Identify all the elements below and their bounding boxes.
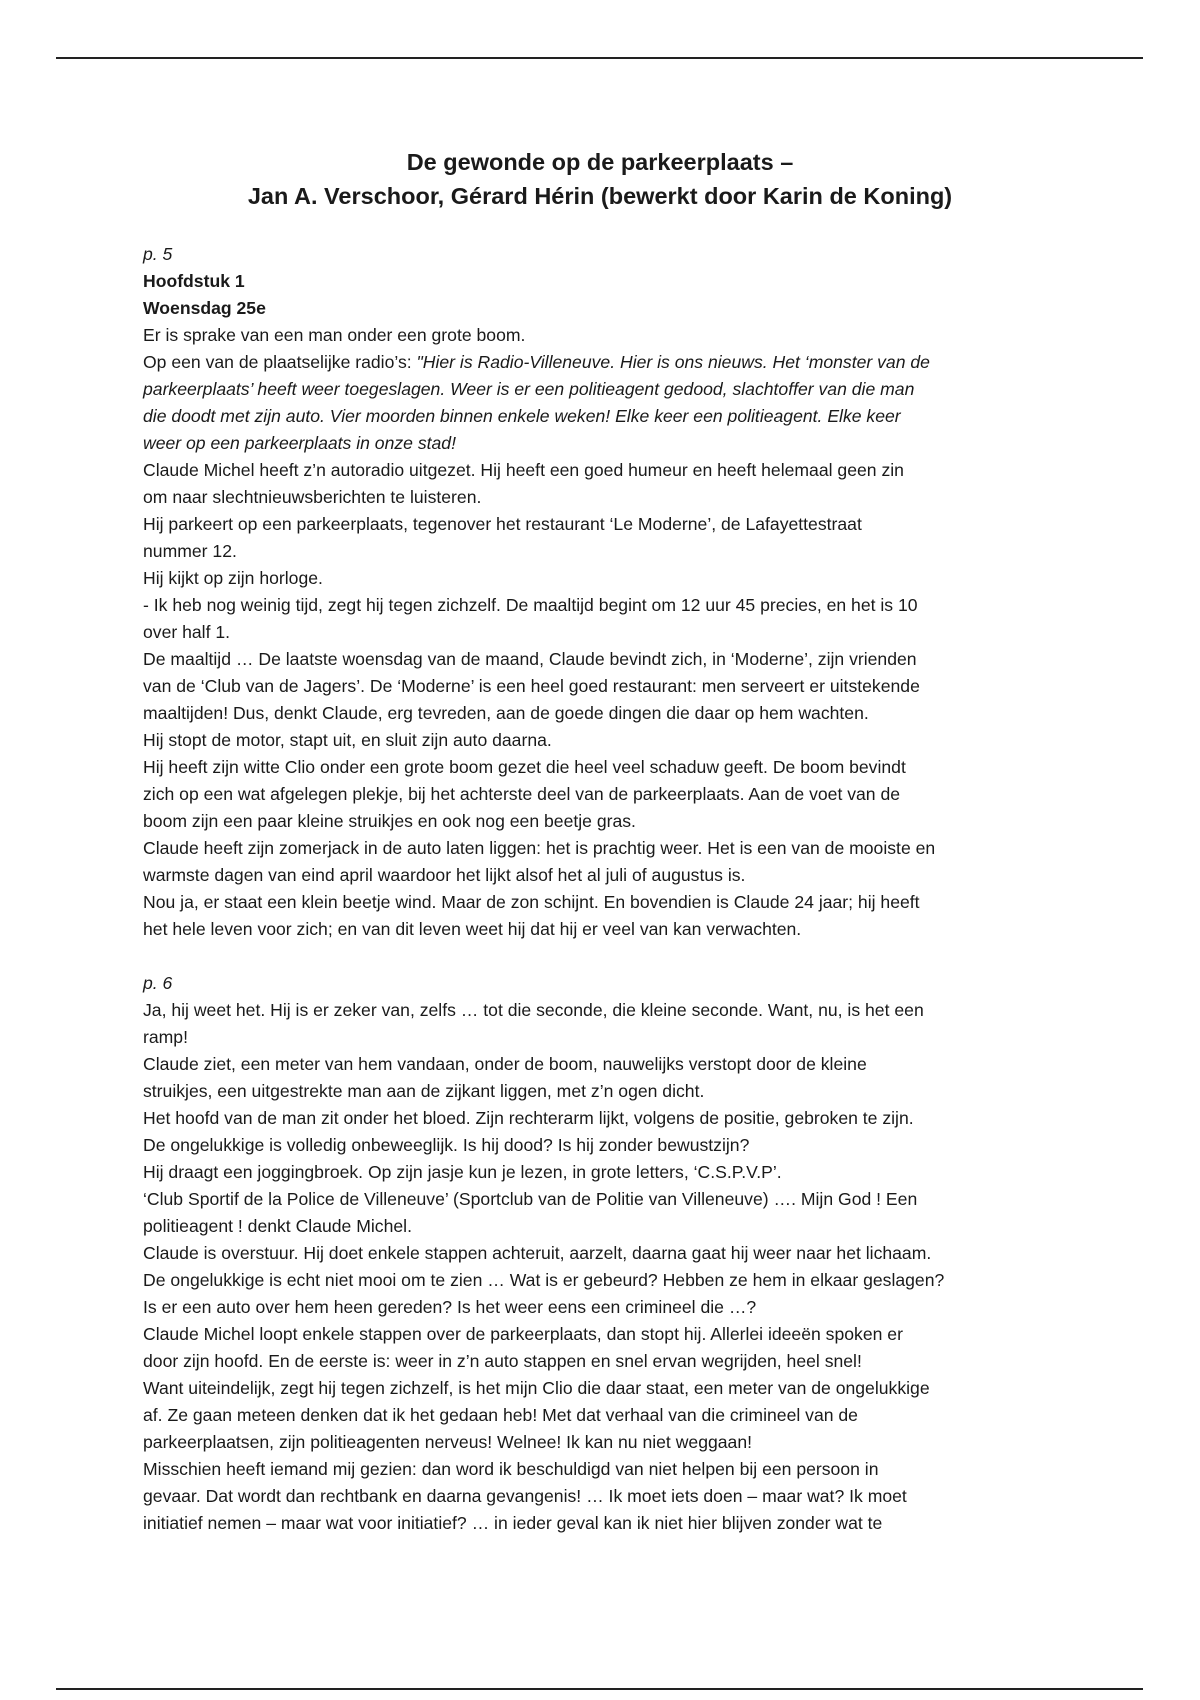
paragraph-line: Claude ziet, een meter van hem vandaan, onder de boom, nauwelijks verstopt door de kleine: [143, 1054, 867, 1074]
paragraph-line: Claude Michel heeft z’n autoradio uitgezet. Hij heeft een goed humeur en heeft helemaal geen zin: [143, 460, 904, 480]
paragraph-line: Er is sprake van een man onder een grote boom.: [143, 325, 526, 345]
paragraph-line: initiatief nemen – maar wat voor initiatief? … in ieder geval kan ik niet hier blijven zonder wat te: [143, 1513, 883, 1533]
day-heading: Woensdag 25e: [143, 298, 266, 318]
paragraph-line: om naar slechtnieuwsberichten te luisteren.: [143, 487, 482, 507]
page-label: p. 5: [143, 244, 173, 264]
document-title: [0, 145, 1200, 213]
paragraph-line: Hij kijkt op zijn horloge.: [143, 568, 323, 588]
section-spacer: [143, 943, 1063, 970]
paragraph-line: Claude is overstuur. Hij doet enkele stappen achteruit, aarzelt, daarna gaat hij weer naar het lichaam.: [143, 1243, 932, 1263]
paragraph-line: warmste dagen van eind april waardoor het lijkt alsof het al juli of augustus is.: [143, 865, 746, 885]
paragraph-line: parkeerplaatsen, zijn politieagenten nerveus! Welnee! Ik kan nu niet weggaan!: [143, 1432, 753, 1452]
paragraph-line: het hele leven voor zich; en van dit leven weet hij dat hij er veel van kan verwachten.: [143, 919, 802, 939]
radio-quote-line: weer op een parkeerplaats in onze stad!: [143, 433, 456, 453]
paragraph-line: Het hoofd van de man zit onder het bloed. Zijn rechterarm lijkt, volgens de positie, gebroken te zijn.: [143, 1108, 914, 1128]
paragraph-line: over half 1.: [143, 622, 231, 642]
paragraph-line: Nou ja, er staat een klein beetje wind. Maar de zon schijnt. En bovendien is Claude 24 jaar; hij heeft: [143, 892, 920, 912]
paragraph-line: [143, 349, 1063, 376]
paragraph-line: ramp!: [143, 1027, 188, 1047]
title-line-1: De gewonde op de parkeerplaats –: [406, 149, 794, 175]
radio-quote-line: die doodt met zijn auto. Vier moorden binnen enkele weken! Elke keer een politieagent. Elke keer: [143, 406, 901, 426]
paragraph-line: boom zijn een paar kleine struikjes en ook nog een beetje gras.: [143, 811, 636, 831]
paragraph-line: struikjes, een uitgestrekte man aan de zijkant liggen, met z’n ogen dicht.: [143, 1081, 705, 1101]
paragraph-line: - Ik heb nog weinig tijd, zegt hij tegen zichzelf. De maaltijd begint om 12 uur 45 precies, en het is 10: [143, 595, 918, 615]
paragraph-line: nummer 12.: [143, 541, 237, 561]
paragraph-line: Misschien heeft iemand mij gezien: dan word ik beschuldigd van niet helpen bij een persoon in: [143, 1459, 879, 1479]
paragraph-line: De ongelukkige is volledig onbeweeglijk. Is hij dood? Is hij zonder bewustzijn?: [143, 1135, 750, 1155]
paragraph-line: zich op een wat afgelegen plekje, bij het achterste deel van de parkeerplaats. Aan de voet van de: [143, 784, 901, 804]
paragraph-line: Hij heeft zijn witte Clio onder een grote boom gezet die heel veel schaduw geeft. De boom bevindt: [143, 757, 906, 777]
radio-quote: "Hier is Radio-Villeneuve. Hier is ons nieuws. Het ‘monster van de: [416, 352, 930, 372]
bottom-rule: [56, 1688, 1143, 1690]
paragraph-line: maaltijden! Dus, denkt Claude, erg tevreden, aan de goede dingen die daar op hem wachten.: [143, 703, 869, 723]
radio-quote-line: parkeerplaats’ heeft weer toegeslagen. Weer is er een politieagent gedood, slachtoffer van die man: [143, 379, 915, 399]
paragraph-line: Is er een auto over hem heen gereden? Is het weer eens een crimineel die …?: [143, 1297, 757, 1317]
paragraph-line: De maaltijd … De laatste woensdag van de maand, Claude bevindt zich, in ‘Moderne’, zijn vrienden: [143, 649, 917, 669]
paragraph-line: Hij draagt een joggingbroek. Op zijn jasje kun je lezen, in grote letters, ‘C.S.P.V.P’.: [143, 1162, 782, 1182]
title-line-2: Jan A. Verschoor, Gérard Hérin (bewerkt door Karin de Koning): [247, 183, 953, 209]
paragraph-line: politieagent ! denkt Claude Michel.: [143, 1216, 412, 1236]
paragraph-line: af. Ze gaan meteen denken dat ik het gedaan heb! Met dat verhaal van die crimineel van de: [143, 1405, 858, 1425]
paragraph-line: Hij stopt de motor, stapt uit, en sluit zijn auto daarna.: [143, 730, 552, 750]
paragraph-line: Claude heeft zijn zomerjack in de auto laten liggen: het is prachtig weer. Het is een van de mooiste en: [143, 838, 936, 858]
paragraph-line: De ongelukkige is echt niet mooi om te zien … Wat is er gebeurd? Hebben ze hem in elkaar geslagen?: [143, 1270, 945, 1290]
paragraph-line: door zijn hoofd. En de eerste is: weer in z’n auto stappen en snel ervan wegrijden, heel snel!: [143, 1351, 862, 1371]
top-rule: [56, 57, 1143, 59]
paragraph-line: Ja, hij weet het. Hij is er zeker van, zelfs … tot die seconde, die kleine seconde. Want, nu, is het een: [143, 1000, 924, 1020]
chapter-heading: Hoofdstuk 1: [143, 271, 245, 291]
paragraph-line: Hij parkeert op een parkeerplaats, tegenover het restaurant ‘Le Moderne’, de Lafayettestraat: [143, 514, 862, 534]
paragraph-line: ‘Club Sportif de la Police de Villeneuve’ (Sportclub van de Politie van Villeneuve) …. Mijn God ! Een: [143, 1189, 918, 1209]
paragraph-line: van de ‘Club van de Jagers’. De ‘Moderne’ is een heel goed restaurant: men serveert er uitstekende: [143, 676, 920, 696]
paragraph-line: Want uiteindelijk, zegt hij tegen zichzelf, is het mijn Clio die daar staat, een meter van de ongelukkige: [143, 1378, 930, 1398]
page-label: p. 6: [143, 973, 173, 993]
paragraph-text: Op een van de plaatselijke radio’s:: [143, 352, 417, 372]
paragraph-line: gevaar. Dat wordt dan rechtbank en daarna gevangenis! … Ik moet iets doen – maar wat? Ik moet: [143, 1486, 907, 1506]
document-body: [143, 241, 1063, 1537]
paragraph-line: Claude Michel loopt enkele stappen over de parkeerplaats, dan stopt hij. Allerlei ideeën spoken er: [143, 1324, 903, 1344]
